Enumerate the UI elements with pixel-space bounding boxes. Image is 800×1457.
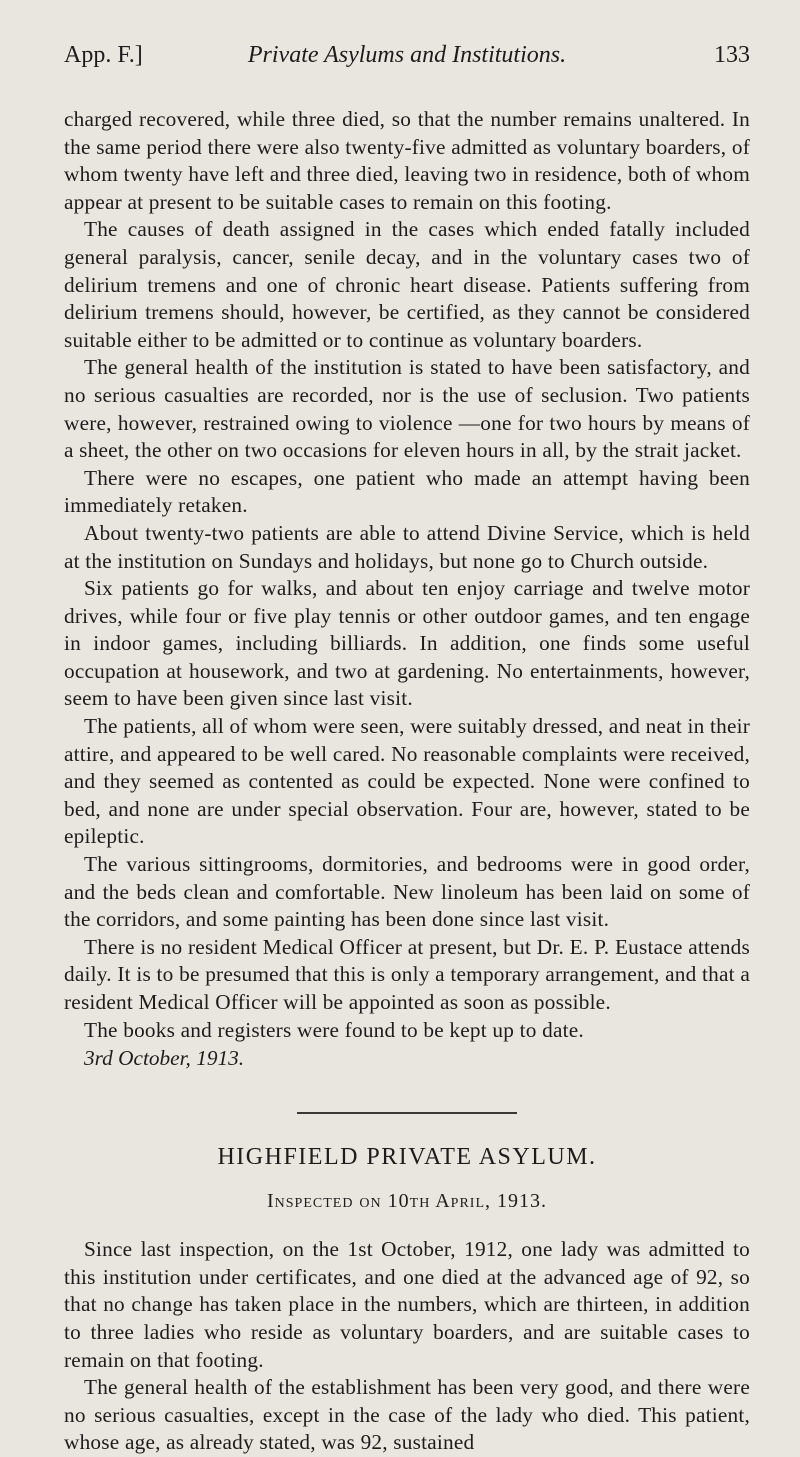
paragraph: The general health of the establishment has been very good, and there were no serious casualties, except in the case of the lady who died. This patient, whose age, as already stated, was 92, sustained	[64, 1375, 750, 1455]
section-divider	[297, 1112, 517, 1114]
running-head	[64, 40, 750, 74]
paragraph: The general health of the institution is stated to have been satisfactory, and no serious casualties are recorded, nor is the use of seclusion. Two patients were, however, restrained owing to violence —one for two hours by means of a sheet, the other on two occasions for eleven hours in all, by the strait jacket.	[64, 355, 750, 463]
section-title: HIGHFIELD PRIVATE ASYLUM.	[217, 1144, 597, 1171]
paragraph: charged recovered, while three died, so that the number remains unaltered. In the same period there were also twenty-five admitted as voluntary boarders, of whom twenty have left and three died, leaving two in residence, both of whom appear at present to be suitable cases to remain on this footing.	[64, 107, 750, 214]
inspection-date: Inspected on 10th April, 1913.	[266, 1190, 547, 1213]
page-number: 133	[714, 42, 750, 68]
report-date: 3rd October, 1913.	[84, 1046, 245, 1071]
paragraph: The causes of death assigned in the cases which ended fatally included general paralysis, cancer, senile decay, and in the voluntary cases two of delirium tremens and one of chronic heart disease. Patients suffering from delirium tremens should, however, be certified, as they cannot be considered suitable either to be admitted or to continue as voluntary boarders.	[64, 217, 750, 352]
report-body-first	[64, 106, 750, 1072]
paragraph: There were no escapes, one patient who made an attempt having been immediately retaken.	[64, 465, 750, 518]
paragraph: The patients, all of whom were seen, were suitably dressed, and neat in their attire, and appeared to be well cared. No reasonable complaints were received, and they seemed as contented as could be expected. None were confined to bed, and none are under special observation. Four are, however, stated to be epileptic.	[64, 714, 750, 849]
paragraph: The various sittingrooms, dormitories, and bedrooms were in good order, and the beds clean and comfortable. New linoleum has been laid on some of the corridors, and some painting has been done since last visit.	[64, 852, 750, 932]
paragraph: Since last inspection, on the 1st October, 1912, one lady was admitted to this institution under certificates, and one died at the advanced age of 92, so that no change has taken place in the numbers, which are thirteen, in addition to three ladies who reside as voluntary boarders, and are suitable cases to remain on that footing.	[64, 1237, 750, 1372]
paragraph: The books and registers were found to be kept up to date.	[84, 1017, 584, 1042]
paragraph: There is no resident Medical Officer at present, but Dr. E. P. Eustace attends daily. It is to be presumed that this is only a temporary arrangement, and that a resident Medical Officer will be appointed as soon as possible.	[64, 934, 750, 1014]
running-title: Private Asylums and Institutions.	[247, 42, 567, 68]
paragraph: About twenty-two patients are able to attend Divine Service, which is held at the institution on Sundays and holidays, but none go to Church outside.	[64, 520, 750, 573]
paragraph: Six patients go for walks, and about ten enjoy carriage and twelve motor drives, while four or five play tennis or other outdoor games, and ten engage in indoor games, including billiards. In addition, one finds some useful occupation at housework, and two at gardening. No entertainments, however, seem to have been given since last visit.	[64, 576, 750, 711]
report-body-second	[64, 1236, 750, 1457]
appendix-label: App. F.]	[64, 42, 143, 68]
